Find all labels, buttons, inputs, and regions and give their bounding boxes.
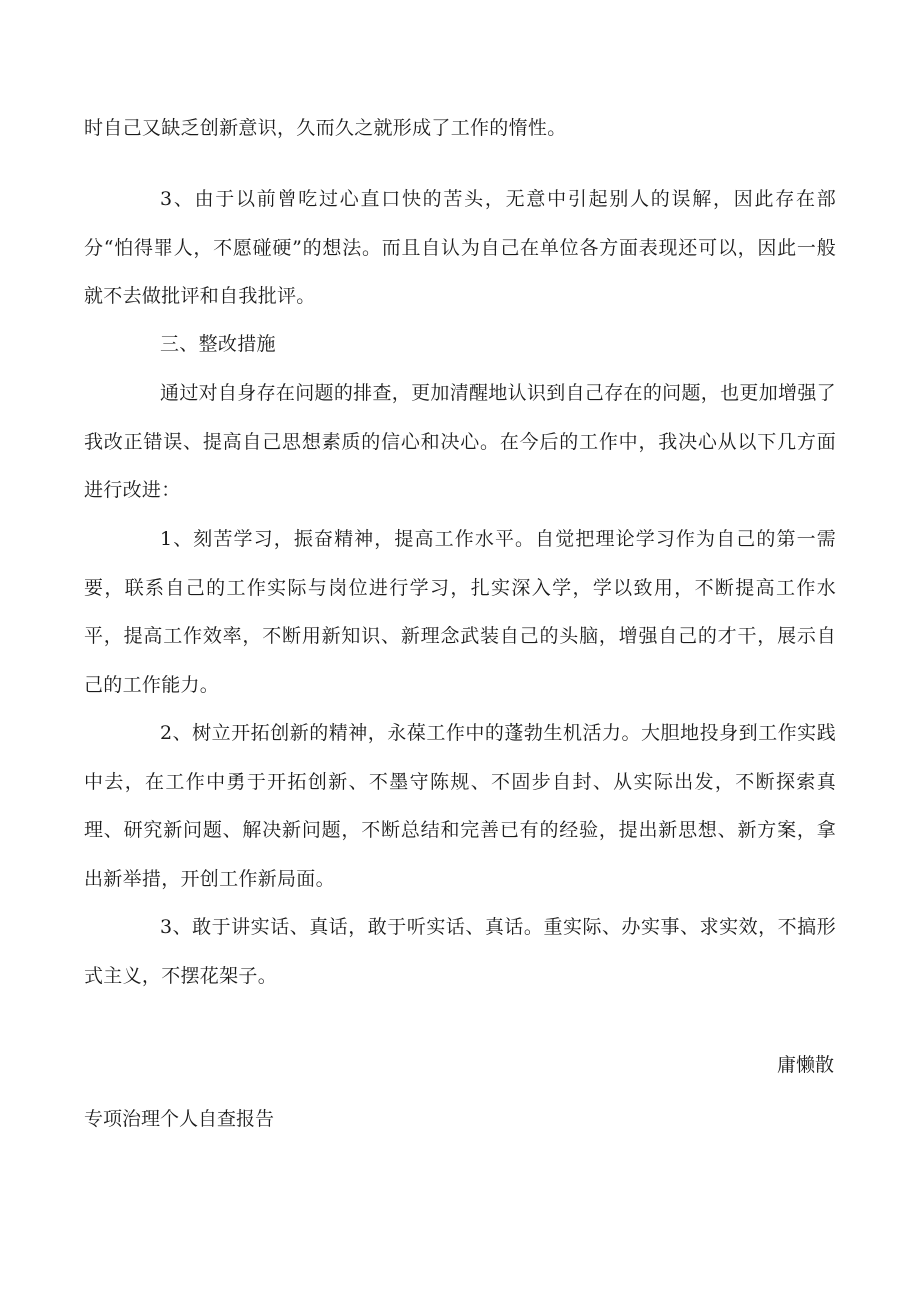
paragraph-item-3-fear-of-offending: 3、由于以前曾吃过心直口快的苦头，无意中引起别人的误解，因此存在部分“怕得罪人，不愿碰硬”的想法。而且自认为自己在单位各方面表现还可以，因此一般就不去做批评和自我批评。: [84, 188, 836, 307]
paragraph-measure-1-study: 1、刻苦学习，振奋精神，提高工作水平。自觉把理论学习作为自己的第一需要，联系自己的工作实际与岗位进行学习，扎实深入学，学以致用，不断提高工作水平，提高工作效率，不断用新知识、新理念武装自己的头脑，增强自己的才干，展示自己的工作能力。: [84, 528, 836, 696]
paragraph-measure-3-truth: 3、敢于讲实话、真话，敢于听实话、真话。重实际、办实事、求实效，不搞形式主义，不摆花架子。: [84, 916, 836, 987]
paragraph-rectification-intro: 通过对自身存在问题的排查，更加清醒地认识到自己存在的问题，也更加增强了我改正错误、提高自己思想素质的信心和决心。在今后的工作中，我决心从以下几方面进行改进：: [84, 382, 836, 501]
next-document-title: 专项治理个人自查报告: [84, 1108, 275, 1130]
signature: 庸懒散: [776, 1054, 834, 1076]
section-heading-rectification: 三、整改措施: [160, 333, 276, 355]
paragraph-continuation: 时自己又缺乏创新意识，久而久之就形成了工作的惰性。: [84, 117, 567, 139]
paragraph-measure-2-innovation: 2、树立开拓创新的精神，永葆工作中的蓬勃生机活力。大胆地投身到工作实践中去，在工作中勇于开拓创新、不墨守陈规、不固步自封、从实际出发，不断探索真理、研究新问题、解决新问题，不断总结和完善已有的经验，提出新思想、新方案，拿出新举措，开创工作新局面。: [84, 722, 836, 890]
